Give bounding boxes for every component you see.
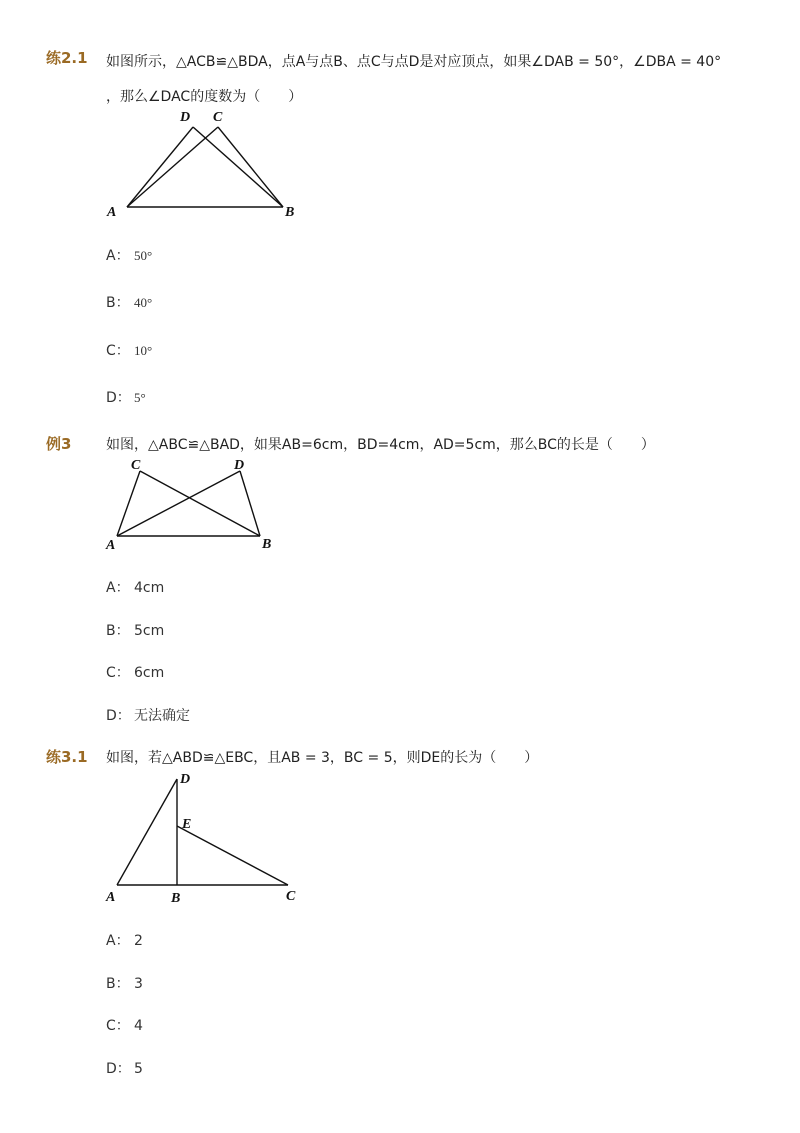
- option-value: 2: [134, 933, 143, 949]
- answer-option[interactable]: [106, 245, 152, 265]
- answer-option[interactable]: [106, 1058, 143, 1078]
- vertex-label-b: B: [285, 205, 295, 220]
- option-letter: D：: [106, 390, 131, 406]
- option-value: 4: [134, 1018, 143, 1034]
- option-value: 4cm: [134, 580, 165, 596]
- answer-option[interactable]: [106, 340, 152, 360]
- vertex-label-e: E: [182, 817, 192, 832]
- question-stem: 如图，△ABC≌△BAD，如果AB=6cm，BD=4cm，AD=5cm，那么BC的长是（ ）: [106, 437, 655, 453]
- option-letter: C：: [106, 1018, 130, 1034]
- question-stem: 如图，若△ABD≌△EBC，且AB = 3，BC = 5，则DE的长为（ ）: [106, 750, 539, 766]
- vertex-label-c: C: [286, 889, 296, 904]
- vertex-label-c: C: [131, 458, 141, 473]
- option-value: 6cm: [134, 665, 165, 681]
- option-letter: C：: [106, 343, 130, 359]
- answer-option[interactable]: [106, 620, 164, 640]
- vertex-label-a: A: [107, 205, 117, 220]
- option-letter: A：: [106, 933, 130, 949]
- vertex-label-b: B: [262, 537, 272, 552]
- question-stem: 如图所示，△ACB≌△BDA，点A与点B、点C与点D是对应顶点，如果∠DAB = 50°，∠DBA = 40°: [106, 54, 722, 70]
- answer-option[interactable]: [106, 973, 143, 993]
- answer-option[interactable]: [106, 292, 152, 312]
- option-value: 无法确定: [134, 708, 190, 724]
- option-value: 5°: [134, 390, 146, 405]
- option-letter: D：: [106, 708, 131, 724]
- vertex-label-d: D: [234, 458, 245, 473]
- question-tag: 练3.1: [46, 748, 88, 766]
- vertex-label-a: A: [106, 890, 116, 905]
- question-stem-continued: ，那么∠DAC的度数为（ ）: [106, 89, 303, 105]
- vertex-label-d: D: [180, 772, 191, 787]
- option-letter: A：: [106, 580, 130, 596]
- option-letter: D：: [106, 1061, 131, 1077]
- question-tag: 例3: [46, 435, 72, 453]
- option-value: 40°: [134, 295, 153, 310]
- option-letter: C：: [106, 665, 130, 681]
- answer-option[interactable]: [106, 387, 146, 407]
- vertex-label-d: D: [180, 110, 191, 125]
- option-value: 3: [134, 976, 143, 992]
- option-value: 50°: [134, 248, 153, 263]
- answer-option[interactable]: [106, 705, 190, 725]
- option-letter: B：: [106, 976, 130, 992]
- vertex-label-c: C: [213, 110, 223, 125]
- question-tag: 练2.1: [46, 49, 88, 67]
- answer-option[interactable]: [106, 577, 164, 597]
- answer-option[interactable]: [106, 1015, 143, 1035]
- vertex-label-b: B: [171, 891, 181, 906]
- option-value: 5: [134, 1061, 143, 1077]
- option-letter: B：: [106, 295, 130, 311]
- option-value: 10°: [134, 343, 153, 358]
- option-letter: A：: [106, 248, 130, 264]
- option-letter: B：: [106, 623, 130, 639]
- vertex-label-a: A: [106, 538, 116, 553]
- answer-option[interactable]: [106, 662, 164, 682]
- answer-option[interactable]: [106, 930, 143, 950]
- option-value: 5cm: [134, 623, 165, 639]
